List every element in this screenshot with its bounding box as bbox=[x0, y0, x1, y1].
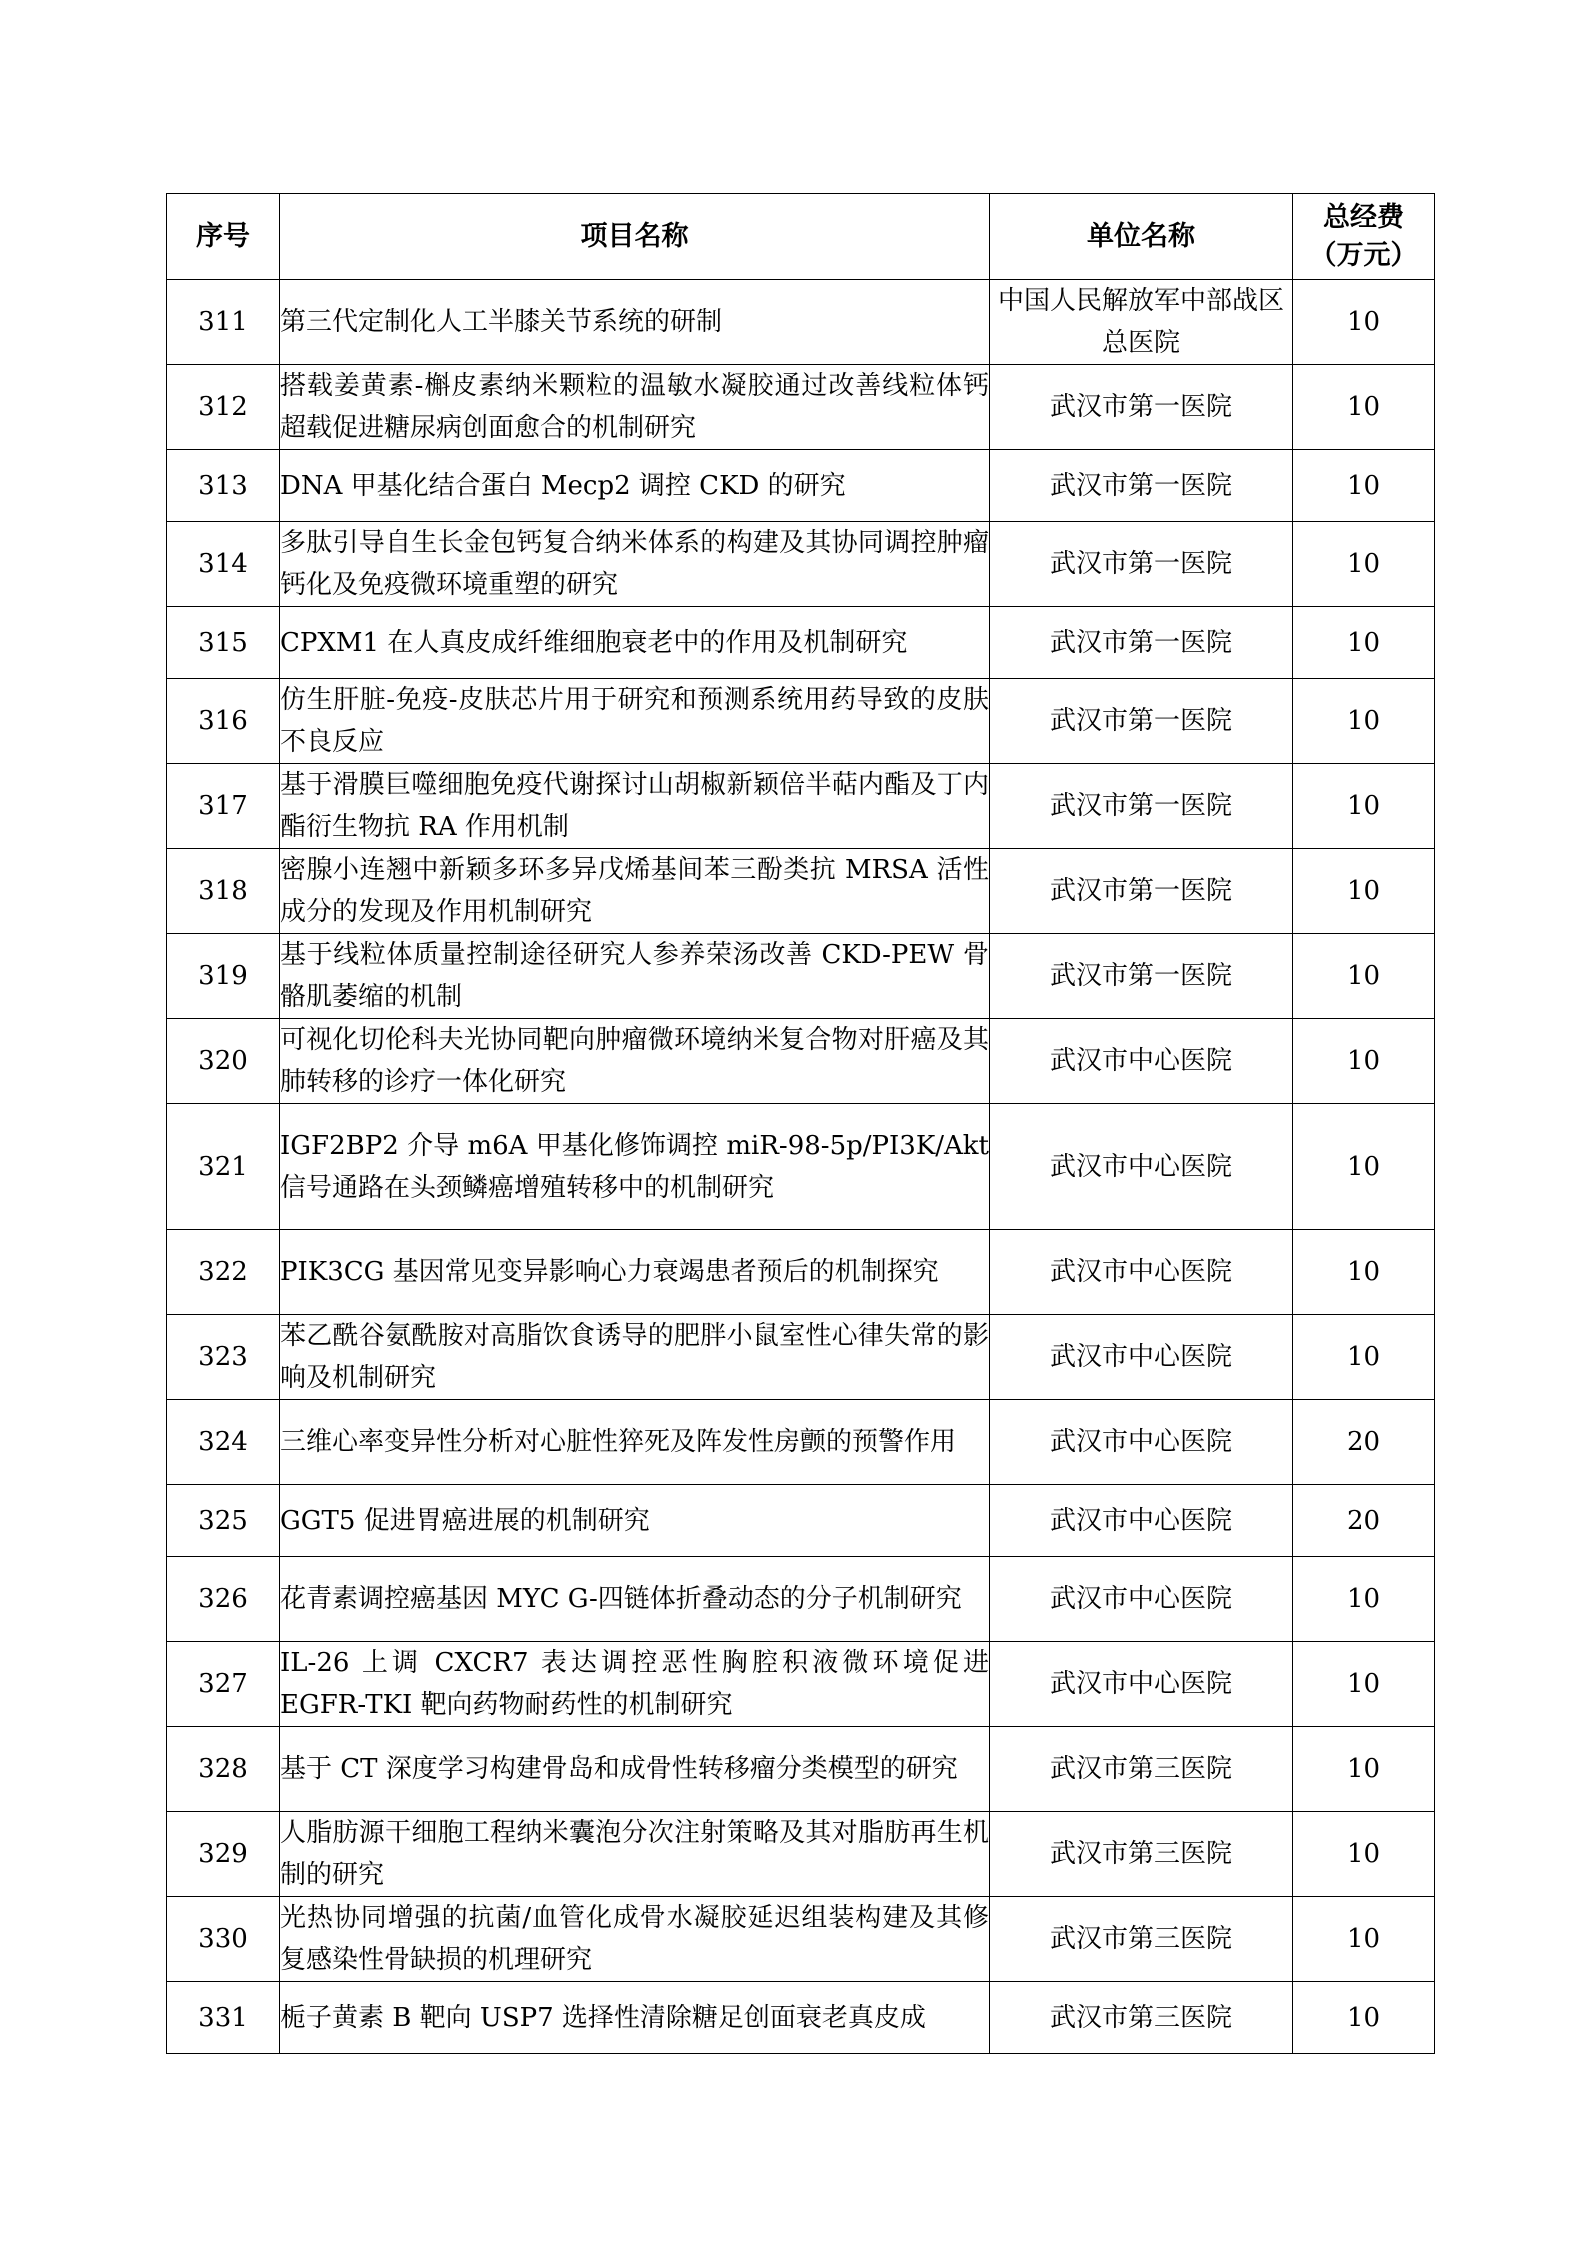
unit-name-cell: 武汉市中心医院 bbox=[990, 1019, 1293, 1104]
project-name-cell: 光热协同增强的抗菌/血管化成骨水凝胶延迟组装构建及其修复感染性骨缺损的机理研究 bbox=[280, 1897, 990, 1982]
table-row bbox=[167, 1400, 1435, 1485]
funding-cell: 10 bbox=[1293, 1812, 1435, 1897]
project-name-cell: GGT5 促进胃癌进展的机制研究 bbox=[280, 1485, 990, 1557]
unit-name-cell: 武汉市第一医院 bbox=[990, 934, 1293, 1019]
project-funding-table bbox=[166, 193, 1435, 2054]
project-name-cell: 第三代定制化人工半膝关节系统的研制 bbox=[280, 280, 990, 365]
serial-number-cell: 317 bbox=[167, 764, 280, 849]
unit-name-cell: 武汉市第一医院 bbox=[990, 849, 1293, 934]
serial-number-cell: 319 bbox=[167, 934, 280, 1019]
funding-cell: 20 bbox=[1293, 1400, 1435, 1485]
funding-cell: 10 bbox=[1293, 679, 1435, 764]
table-row bbox=[167, 607, 1435, 679]
project-name-cell: IGF2BP2 介导 m6A 甲基化修饰调控 miR-98-5p/PI3K/Akt 信号通路在头颈鳞癌增殖转移中的机制研究 bbox=[280, 1104, 990, 1230]
table-row bbox=[167, 280, 1435, 365]
serial-number-cell: 328 bbox=[167, 1727, 280, 1812]
funding-cell: 10 bbox=[1293, 764, 1435, 849]
funding-cell: 10 bbox=[1293, 607, 1435, 679]
header-total-funding bbox=[1293, 194, 1435, 280]
serial-number-cell: 331 bbox=[167, 1982, 280, 2054]
serial-number-cell: 312 bbox=[167, 365, 280, 450]
unit-name-cell: 武汉市中心医院 bbox=[990, 1400, 1293, 1485]
funding-cell: 10 bbox=[1293, 522, 1435, 607]
unit-name-cell: 武汉市第一医院 bbox=[990, 764, 1293, 849]
funding-cell: 10 bbox=[1293, 1642, 1435, 1727]
header-project-name: 项目名称 bbox=[280, 194, 990, 280]
project-name-cell: DNA 甲基化结合蛋白 Mecp2 调控 CKD 的研究 bbox=[280, 450, 990, 522]
project-name-cell: 人脂肪源干细胞工程纳米囊泡分次注射策略及其对脂肪再生机制的研究 bbox=[280, 1812, 990, 1897]
funding-cell: 10 bbox=[1293, 1982, 1435, 2054]
serial-number-cell: 321 bbox=[167, 1104, 280, 1230]
serial-number-cell: 325 bbox=[167, 1485, 280, 1557]
header-unit-name: 单位名称 bbox=[990, 194, 1293, 280]
funding-cell: 10 bbox=[1293, 1727, 1435, 1812]
funding-cell: 10 bbox=[1293, 1557, 1435, 1642]
table-row bbox=[167, 1982, 1435, 2054]
project-name-cell: 基于线粒体质量控制途径研究人参养荣汤改善 CKD-PEW 骨骼肌萎缩的机制 bbox=[280, 934, 990, 1019]
project-name-cell: 栀子黄素 B 靶向 USP7 选择性清除糖足创面衰老真皮成 bbox=[280, 1982, 990, 2054]
header-total-funding-unit: （万元） bbox=[1309, 239, 1418, 271]
table-header bbox=[167, 194, 1435, 280]
table-row bbox=[167, 365, 1435, 450]
unit-name-cell: 武汉市中心医院 bbox=[990, 1642, 1293, 1727]
project-name-cell: 多肽引导自生长金包钙复合纳米体系的构建及其协同调控肿瘤钙化及免疫微环境重塑的研究 bbox=[280, 522, 990, 607]
table-row bbox=[167, 1897, 1435, 1982]
table-row bbox=[167, 1485, 1435, 1557]
project-name-cell: 三维心率变异性分析对心脏性猝死及阵发性房颤的预警作用 bbox=[280, 1400, 990, 1485]
table-row bbox=[167, 522, 1435, 607]
table-row bbox=[167, 1019, 1435, 1104]
table-body bbox=[167, 280, 1435, 2054]
funding-cell: 10 bbox=[1293, 365, 1435, 450]
unit-name-cell: 武汉市第三医院 bbox=[990, 1812, 1293, 1897]
serial-number-cell: 326 bbox=[167, 1557, 280, 1642]
header-total-funding-label: 总经费 bbox=[1323, 201, 1404, 233]
funding-cell: 10 bbox=[1293, 1897, 1435, 1982]
unit-name-cell: 武汉市第三医院 bbox=[990, 1727, 1293, 1812]
funding-cell: 20 bbox=[1293, 1485, 1435, 1557]
project-name-cell: 搭载姜黄素-槲皮素纳米颗粒的温敏水凝胶通过改善线粒体钙超载促进糖尿病创面愈合的机制研究 bbox=[280, 365, 990, 450]
project-name-cell: 密腺小连翘中新颖多环多异戊烯基间苯三酚类抗 MRSA 活性成分的发现及作用机制研究 bbox=[280, 849, 990, 934]
funding-cell: 10 bbox=[1293, 1315, 1435, 1400]
unit-name-cell: 武汉市中心医院 bbox=[990, 1485, 1293, 1557]
table-row bbox=[167, 450, 1435, 522]
project-name-cell: 可视化切伦科夫光协同靶向肿瘤微环境纳米复合物对肝癌及其肺转移的诊疗一体化研究 bbox=[280, 1019, 990, 1104]
project-name-cell: 基于滑膜巨噬细胞免疫代谢探讨山胡椒新颖倍半萜内酯及丁内酯衍生物抗 RA 作用机制 bbox=[280, 764, 990, 849]
project-name-cell: CPXM1 在人真皮成纤维细胞衰老中的作用及机制研究 bbox=[280, 607, 990, 679]
funding-cell: 10 bbox=[1293, 1019, 1435, 1104]
serial-number-cell: 311 bbox=[167, 280, 280, 365]
unit-name-cell: 武汉市中心医院 bbox=[990, 1230, 1293, 1315]
serial-number-cell: 316 bbox=[167, 679, 280, 764]
unit-name-cell: 武汉市第一医院 bbox=[990, 679, 1293, 764]
unit-name-cell: 武汉市第三医院 bbox=[990, 1897, 1293, 1982]
unit-name-cell: 武汉市第一医院 bbox=[990, 522, 1293, 607]
table-row bbox=[167, 679, 1435, 764]
unit-name-cell: 武汉市中心医院 bbox=[990, 1104, 1293, 1230]
table-row bbox=[167, 1230, 1435, 1315]
funding-cell: 10 bbox=[1293, 1104, 1435, 1230]
funding-cell: 10 bbox=[1293, 450, 1435, 522]
table-row bbox=[167, 849, 1435, 934]
unit-name-cell: 武汉市第三医院 bbox=[990, 1982, 1293, 2054]
header-serial-number: 序号 bbox=[167, 194, 280, 280]
serial-number-cell: 329 bbox=[167, 1812, 280, 1897]
serial-number-cell: 323 bbox=[167, 1315, 280, 1400]
serial-number-cell: 315 bbox=[167, 607, 280, 679]
serial-number-cell: 324 bbox=[167, 1400, 280, 1485]
project-name-cell: 苯乙酰谷氨酰胺对高脂饮食诱导的肥胖小鼠室性心律失常的影响及机制研究 bbox=[280, 1315, 990, 1400]
serial-number-cell: 322 bbox=[167, 1230, 280, 1315]
table-row bbox=[167, 934, 1435, 1019]
unit-name-cell: 武汉市第一医院 bbox=[990, 365, 1293, 450]
table-row bbox=[167, 1557, 1435, 1642]
funding-cell: 10 bbox=[1293, 934, 1435, 1019]
unit-name-cell: 武汉市第一医院 bbox=[990, 450, 1293, 522]
unit-name-cell: 武汉市中心医院 bbox=[990, 1315, 1293, 1400]
funding-cell: 10 bbox=[1293, 1230, 1435, 1315]
table-row bbox=[167, 1812, 1435, 1897]
serial-number-cell: 318 bbox=[167, 849, 280, 934]
unit-name-cell: 中国人民解放军中部战区总医院 bbox=[990, 280, 1293, 365]
header-row bbox=[167, 194, 1435, 280]
serial-number-cell: 314 bbox=[167, 522, 280, 607]
funding-cell: 10 bbox=[1293, 849, 1435, 934]
funding-cell: 10 bbox=[1293, 280, 1435, 365]
table-row bbox=[167, 1315, 1435, 1400]
table-row bbox=[167, 1104, 1435, 1230]
project-name-cell: 基于 CT 深度学习构建骨岛和成骨性转移瘤分类模型的研究 bbox=[280, 1727, 990, 1812]
project-name-cell: 花青素调控癌基因 MYC G-四链体折叠动态的分子机制研究 bbox=[280, 1557, 990, 1642]
table-row bbox=[167, 764, 1435, 849]
table-row bbox=[167, 1642, 1435, 1727]
serial-number-cell: 313 bbox=[167, 450, 280, 522]
serial-number-cell: 330 bbox=[167, 1897, 280, 1982]
table-row bbox=[167, 1727, 1435, 1812]
project-name-cell: PIK3CG 基因常见变异影响心力衰竭患者预后的机制探究 bbox=[280, 1230, 990, 1315]
serial-number-cell: 327 bbox=[167, 1642, 280, 1727]
project-name-cell: IL-26 上调 CXCR7 表达调控恶性胸腔积液微环境促进 EGFR-TKI 靶向药物耐药性的机制研究 bbox=[280, 1642, 990, 1727]
unit-name-cell: 武汉市中心医院 bbox=[990, 1557, 1293, 1642]
project-name-cell: 仿生肝脏-免疫-皮肤芯片用于研究和预测系统用药导致的皮肤不良反应 bbox=[280, 679, 990, 764]
serial-number-cell: 320 bbox=[167, 1019, 280, 1104]
unit-name-cell: 武汉市第一医院 bbox=[990, 607, 1293, 679]
